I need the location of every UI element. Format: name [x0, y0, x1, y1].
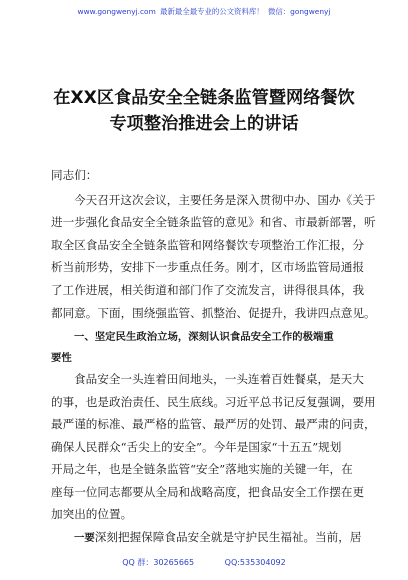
section-heading: 一、坚定民生政治立场，深刻认识食品安全工作的极端重	[74, 331, 334, 343]
body-line: 的事，也是政治责任、民生底线。习近平总书记反复强调，要用	[51, 395, 376, 409]
body-line-text: 深刻把握保障食品安全就是守护民生福祉。当前，居	[94, 530, 362, 544]
body-line: 确保人民群众“舌尖上的安全”。今年是国家“十五五”规划	[51, 440, 342, 454]
salutation: 同志们：	[51, 168, 98, 182]
footer-banner	[0, 557, 408, 568]
body-line: 最严谨的标准、最严格的监管、最严厉的处罚、最严肃的问责，	[51, 417, 376, 431]
tagline: 最新最全最专业的公文资料库！	[160, 7, 264, 16]
section-heading-continued: 要性	[51, 352, 72, 364]
emphasis-lead: 一要	[74, 532, 95, 544]
body-line: 座每一位同志都要从全局和战略高度，把食品安全工作摆在更	[51, 485, 365, 499]
body-line: 了工作进展，相关街道和部门作了交流发言，讲得很具体，我	[51, 283, 365, 297]
body-line: 取全区食品安全全链条监管和网络餐饮专项整治工作汇报，分	[51, 238, 365, 252]
website-link[interactable]: www.gongwenyj.com	[77, 7, 156, 16]
qq-number: QQ:535304092	[224, 558, 286, 567]
body-line: 都同意。下面，围绕强监管、抓整治、促提升，我讲四点意见。	[51, 306, 376, 320]
body-line: 开局之年，也是全链条监管“安全”落地实施的关键一年，在	[51, 462, 353, 476]
body-line: 今天召开这次会议，主要任务是深入贯彻中办、国办《关于	[74, 193, 376, 207]
body-line-last	[74, 530, 361, 545]
body-line: 析当前形势，安排下一步重点任务。刚才，区市场监管局通报	[51, 260, 365, 274]
qq-group: QQ 群：30265665	[122, 558, 195, 567]
header-banner	[0, 6, 408, 17]
body-line: 食品安全一头连着田间地头，一头连着百姓餐桌，是天大	[74, 372, 364, 386]
document-title-line-2: 专项整治推进会上的讲话	[109, 114, 299, 134]
document-title-line-1: 在XX区食品安全全链条监管暨网络餐饮	[53, 88, 355, 108]
wechat-id: 微信：gongwenyj	[267, 7, 331, 16]
body-line: 加突出的位置。	[51, 507, 133, 521]
body-line: 进一步强化食品安全全链条监管的意见》和省、市最新部署，听	[51, 215, 376, 229]
